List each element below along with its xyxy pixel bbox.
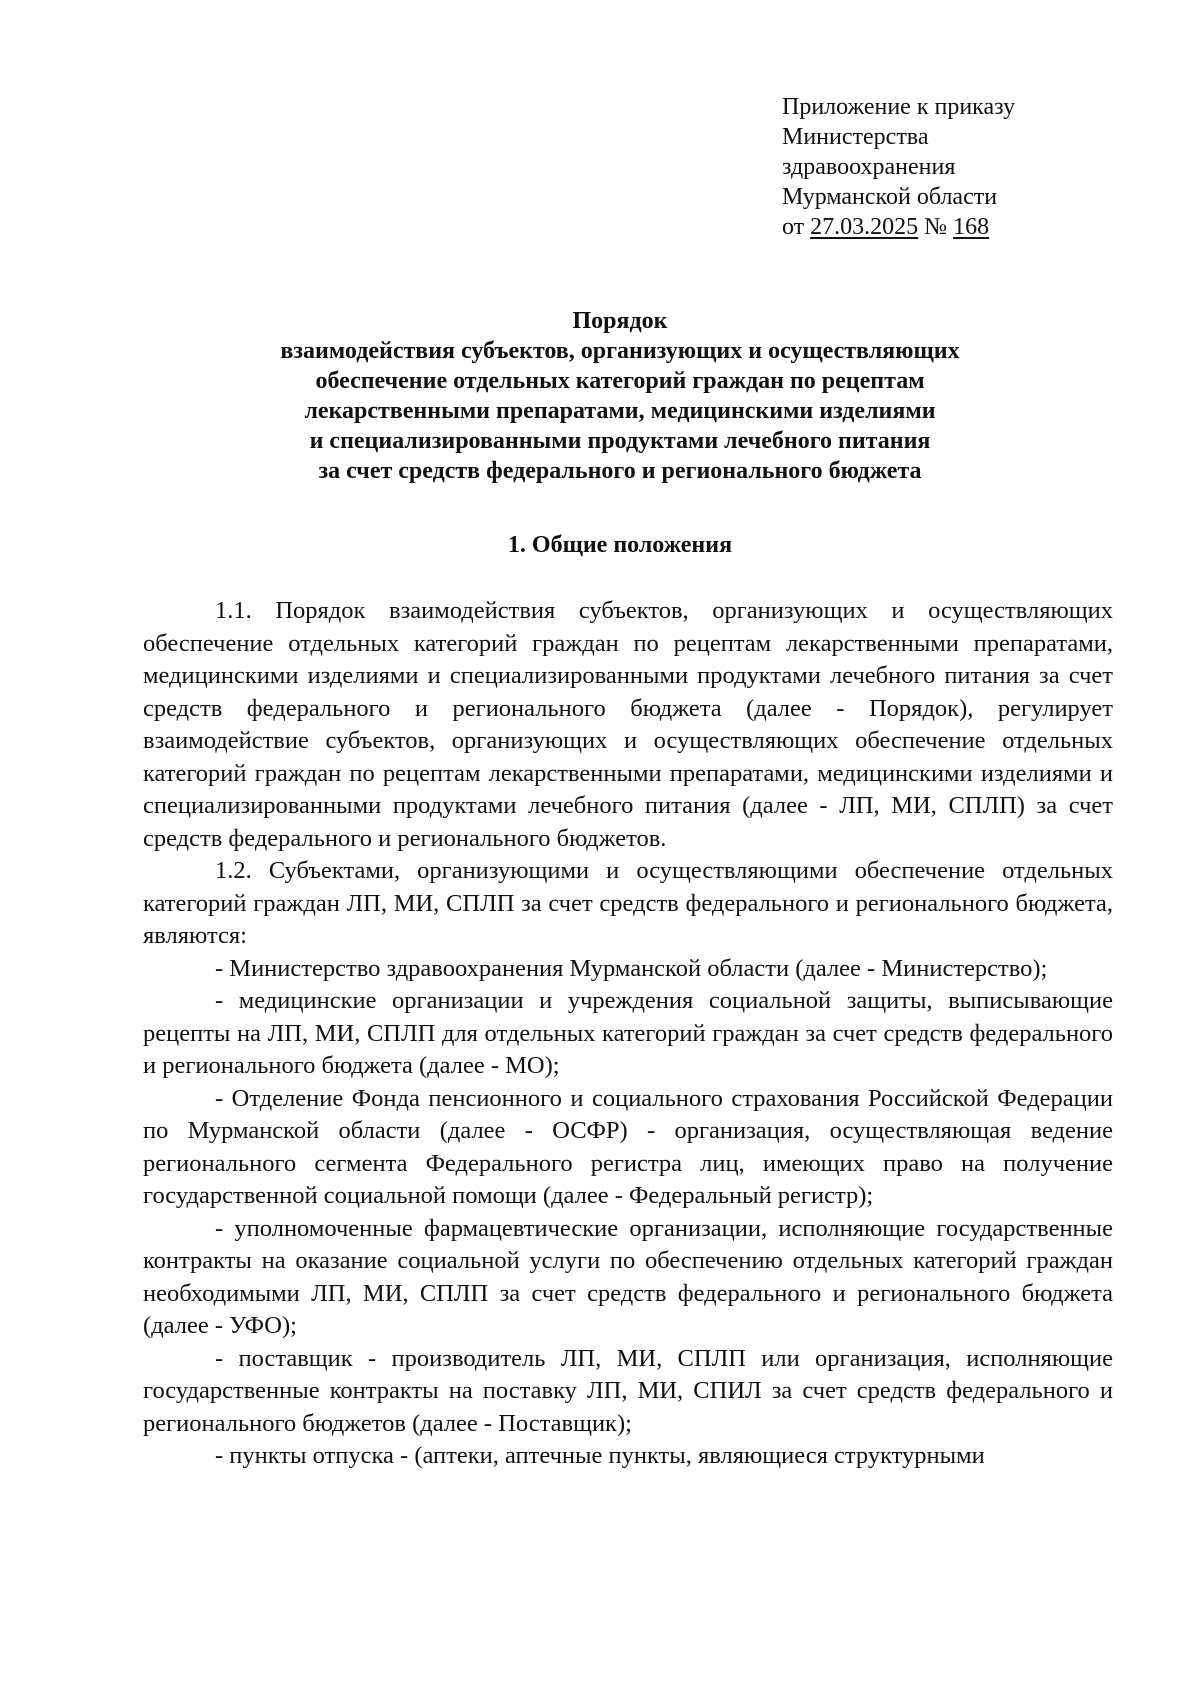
date-prefix: от	[782, 214, 805, 240]
appendix-line-1: Приложение к приказу	[782, 94, 1016, 120]
list-item-ministry: - Министерство здравоохранения Мурманской области (далее - Министерство);	[215, 954, 1048, 982]
list-item-ufo: - уполномоченные фармацевтические организации, исполняющие государственные контракты на оказание социальной услуги по обеспечению отдельных категорий граждан необходимыми ЛП, МИ, СПЛП за счет средств федерального и регионального бюджета (далее - УФО);	[143, 1214, 1113, 1339]
paragraph-1-2: 1.2. Субъектами, организующими и осуществляющими обеспечение отдельных категорий граждан ЛП, МИ, СПЛП за счет средств федерального и регионального бюджета, являются:	[143, 857, 1113, 949]
list-item-osfr: - Отделение Фонда пенсионного и социального страхования Российской Федерации по Мурманской области (далее - ОСФР) - организация, осуществляющая ведение регионального сегмента Федерального регистра лиц, имеющих право на получение государственной социальной помощи (далее - Федеральный регистр);	[143, 1084, 1113, 1209]
section-heading: 1. Общие положения	[507, 532, 733, 558]
section-body	[143, 595, 1113, 1473]
title-line-5: и специализированными продуктами лечебного питания	[309, 428, 931, 454]
appendix-line-4: Мурманской области	[782, 184, 998, 210]
appendix-line-2: Министерства	[782, 124, 929, 150]
title-line-4: лекарственными препаратами, медицинскими изделиями	[304, 398, 936, 424]
document-title	[140, 306, 1100, 486]
list-item-dispensing-points: - пункты отпуска - (аптеки, аптечные пункты, являющиеся структурными	[215, 1442, 985, 1469]
order-date: 27.03.2025	[810, 214, 919, 240]
appendix-line-3: здравоохранения	[782, 154, 956, 180]
number-sign: №	[924, 214, 948, 240]
appendix-date-line	[782, 212, 1015, 242]
order-number: 168	[953, 214, 990, 240]
list-item-supplier: - поставщик - производитель ЛП, МИ, СПЛП или организация, исполняющие государственные контракты на поставку ЛП, МИ, СПИЛ за счет средств федерального и регионального бюджетов (далее - Поставщик);	[143, 1344, 1113, 1437]
appendix-block	[782, 92, 1015, 242]
paragraph-1-1: 1.1. Порядок взаимодействия субъектов, организующих и осуществляющих обеспечение отдельных категорий граждан по рецептам лекарственными препаратами, медицинскими изделиями и специализированными продуктами лечебного питания за счет средств федерального и регионального бюджета (далее - Порядок), регулирует взаимодействие субъектов, организующих и осуществляющих обеспечение отдельных категорий граждан по рецептам лекарственными препаратами, медицинскими изделиями и специализированными продуктами лечебного питания (далее - ЛП, МИ, СПЛП) за счет средств федерального и регионального бюджетов.	[143, 597, 1113, 852]
title-line-1: Порядок	[572, 308, 668, 334]
title-line-3: обеспечение отдельных категорий граждан по рецептам	[315, 368, 925, 394]
title-line-2: взаимодействия субъектов, организующих и осуществляющих	[280, 338, 960, 364]
list-item-mo: - медицинские организации и учреждения социальной защиты, выписывающие рецепты на ЛП, МИ, СПЛП для отдельных категорий граждан за счет средств федерального и регионального бюджета (далее - МО);	[143, 987, 1113, 1079]
title-line-6: за счет средств федерального и регионального бюджета	[318, 458, 922, 484]
